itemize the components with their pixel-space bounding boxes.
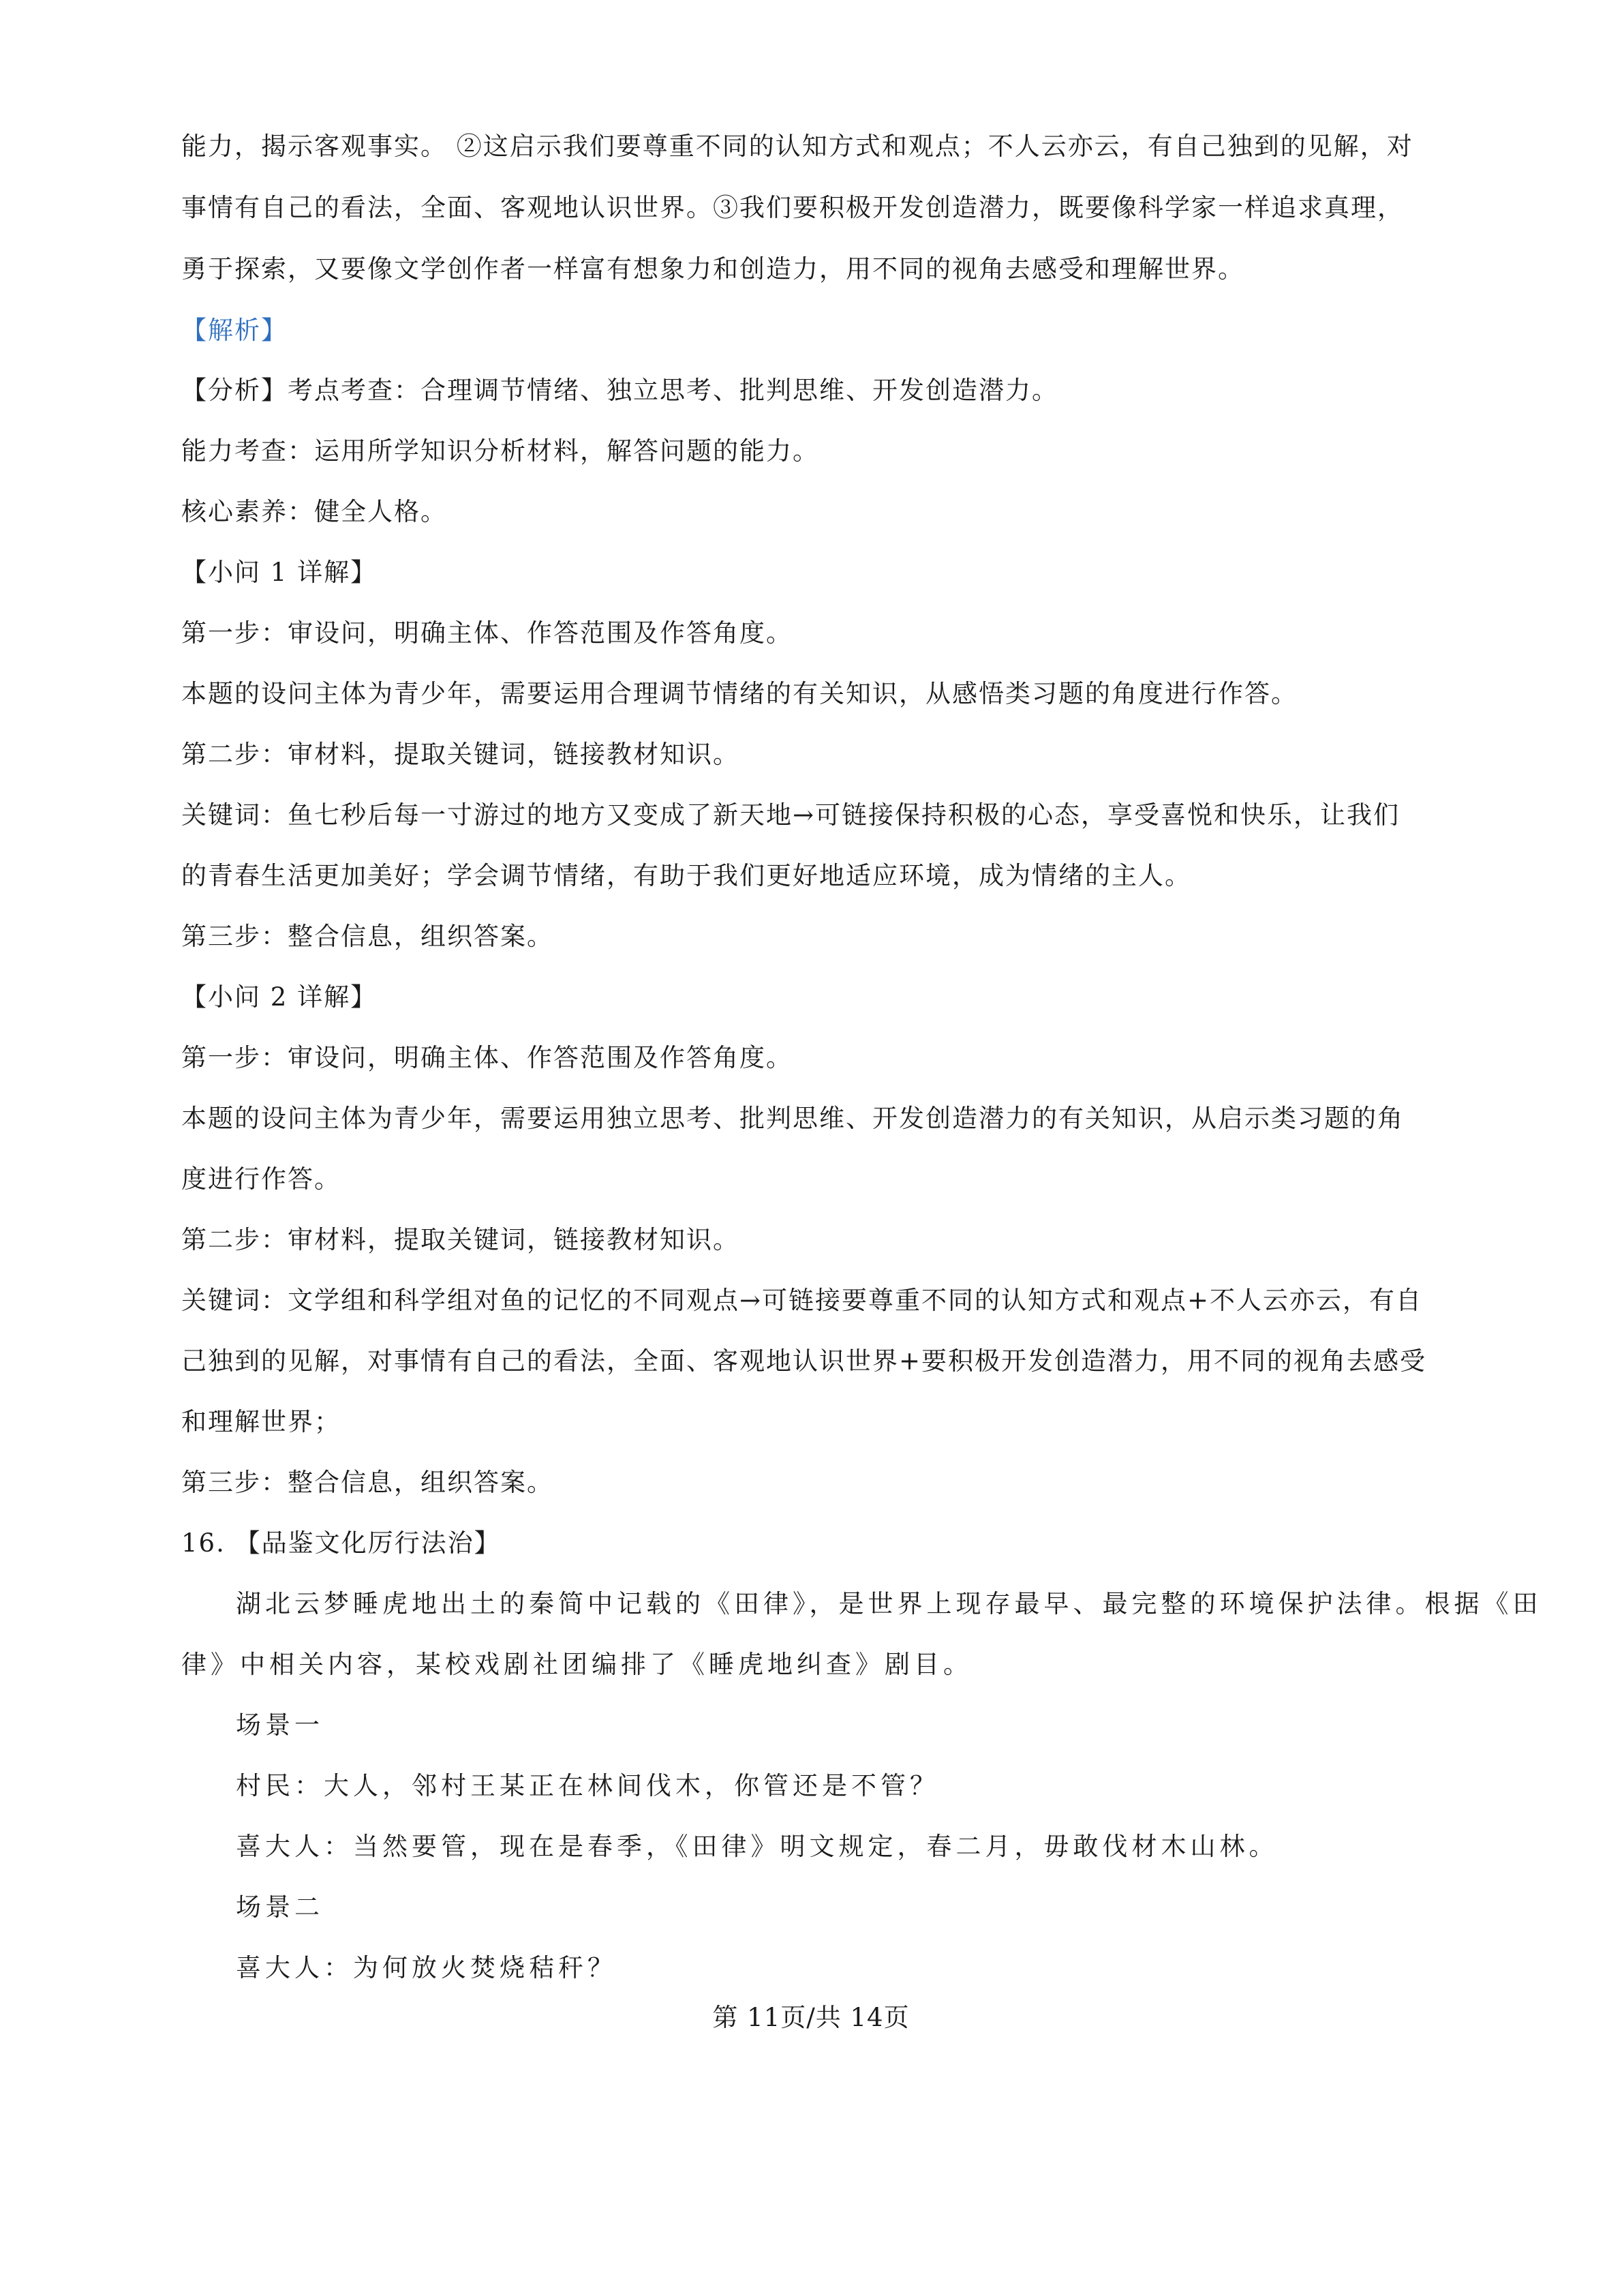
question-16-heading: 16. 【品鉴文化厉行法治】 [181,1528,501,1558]
analysis-heading: 【解析】 [181,316,288,345]
page-number: 第 11页/共 14页 [712,2003,910,2032]
sq2-keywords-line-2: 己独到的见解，对事情有自己的看法，全面、客观地认识世界+要积极开发创造潜力，用不同的视角去感受 [181,1346,1426,1376]
subquestion-1-heading: 【小问 1 详解】 [181,558,378,587]
q16-material-line-1: 湖北云梦睡虎地出土的秦简中记载的《田律》，是世界上现存最早、最完整的环境保护法律。根据《田 [236,1589,1542,1618]
answer-line-3: 勇于探索，又要像文学创作者一样富有想象力和创造力，用不同的视角去感受和理解世界。 [181,254,1244,284]
scene-1-villager-line: 村民：大人，邻村王某正在林间伐木，你管还是不管？ [236,1771,939,1800]
sq1-step-1: 第一步：审设问，明确主体、作答范围及作答角度。 [181,618,793,648]
sq1-step-3: 第三步：整合信息，组织答案。 [181,922,553,951]
scene-2-title: 场景二 [236,1892,324,1922]
sq2-keywords-line-1: 关键词：文学组和科学组对鱼的记忆的不同观点→可链接要尊重不同的认知方式和观点+不人云亦云，有自 [181,1286,1423,1315]
answer-line-1: 能力，揭示客观事实。 ②这启示我们要尊重不同的认知方式和观点；不人云亦云，有自己独到的见解，对 [181,132,1413,161]
sq2-step-2: 第二步：审材料，提取关键词，链接教材知识。 [181,1225,739,1254]
core-literacy: 核心素养：健全人格。 [181,497,447,526]
q16-material-line-2: 律》中相关内容，某校戏剧社团编排了《睡虎地纠查》剧目。 [181,1650,973,1679]
sq2-step-3: 第三步：整合信息，组织答案。 [181,1468,553,1497]
sq2-keywords-line-3: 和理解世界； [181,1407,341,1436]
sq1-keywords-line-1: 关键词：鱼七秒后每一寸游过的地方又变成了新天地→可链接保持积极的心态，享受喜悦和快乐，让我们 [181,800,1400,830]
sq2-step-1-detail-1: 本题的设问主体为青少年，需要运用独立思考、批判思维、开发创造潜力的有关知识，从启示类习题的角 [181,1104,1404,1133]
scene-1-official-line: 喜大人：当然要管，现在是春季，《田律》明文规定，春二月，毋敢伐材木山林。 [236,1832,1279,1861]
ability-check: 能力考查：运用所学知识分析材料，解答问题的能力。 [181,436,819,466]
subquestion-2-heading: 【小问 2 详解】 [181,982,378,1012]
sq1-step-1-detail: 本题的设问主体为青少年，需要运用合理调节情绪的有关知识，从感悟类习题的角度进行作答。 [181,679,1298,708]
analysis-test-points: 【分析】考点考查：合理调节情绪、独立思考、批判思维、开发创造潜力。 [181,376,1058,405]
sq2-step-1: 第一步：审设问，明确主体、作答范围及作答角度。 [181,1043,793,1072]
scene-1-title: 场景一 [236,1710,324,1740]
sq1-step-2: 第二步：审材料，提取关键词，链接教材知识。 [181,740,739,769]
sq1-keywords-line-2: 的青春生活更加美好；学会调节情绪，有助于我们更好地适应环境，成为情绪的主人。 [181,861,1191,890]
answer-line-2: 事情有自己的看法，全面、客观地认识世界。③我们要积极开发创造潜力，既要像科学家一样追求真理， [181,193,1404,222]
scene-2-official-line: 喜大人：为何放火焚烧秸秆？ [236,1953,617,1982]
sq2-step-1-detail-2: 度进行作答。 [181,1164,341,1194]
